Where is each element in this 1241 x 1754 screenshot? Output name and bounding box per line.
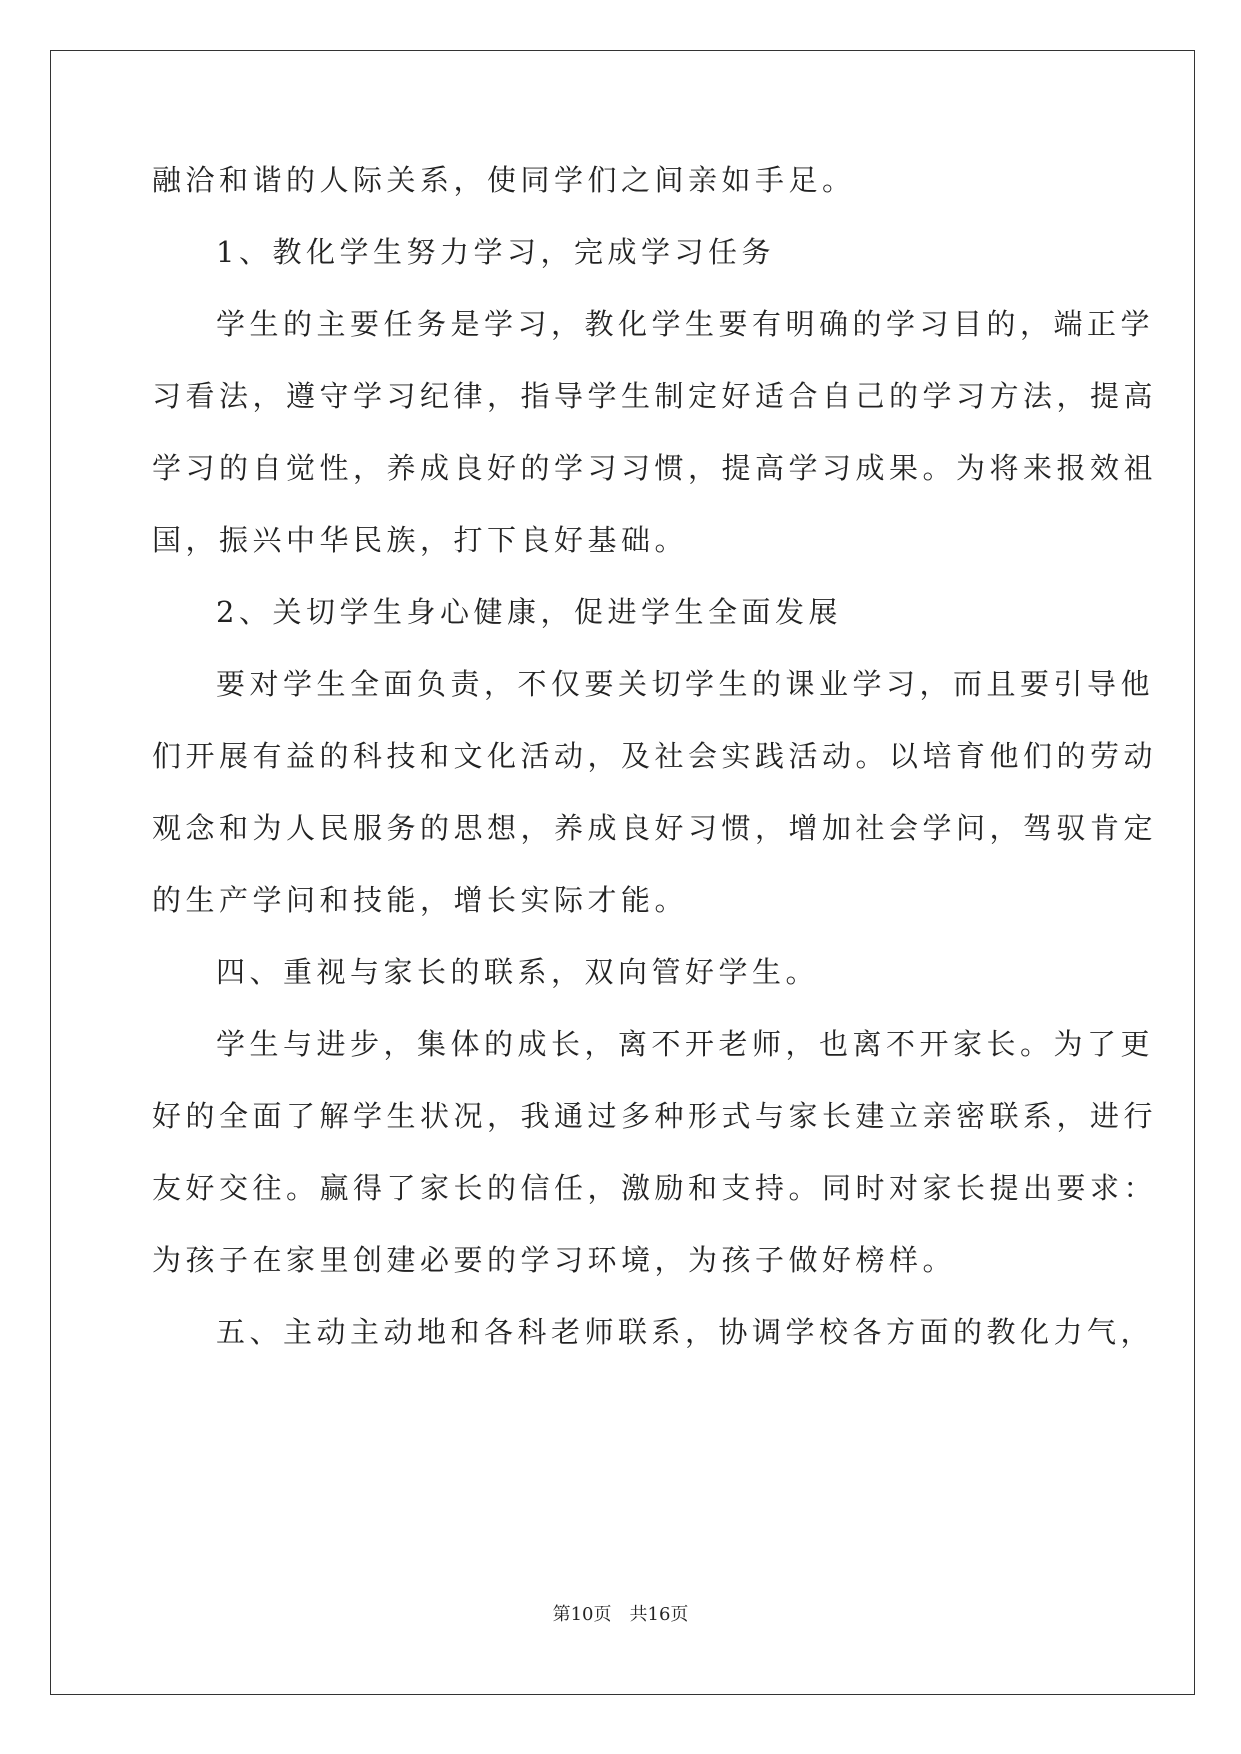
text-line: 的生产学问和技能，增长实际才能。 [152,883,689,917]
text-line: 观念和为人民服务的思想，养成良好习惯，增加社会学问，驾驭肯定 [152,811,1158,845]
section-heading: 四、重视与家长的联系，双向管好学生。 [216,955,820,989]
text-line: 为孩子在家里创建必要的学习环境，为孩子做好榜样。 [152,1243,957,1277]
text-line: 好的全面了解学生状况，我通过多种形式与家长建立亲密联系，进行 [152,1099,1158,1133]
section-heading: 2、关切学生身心健康，促进学生全面发展 [216,595,842,629]
section-heading: 1、教化学生努力学习，完成学习任务 [216,235,775,269]
text-line: 学生与进步，集体的成长，离不开老师，也离不开家长。为了更 [216,1027,1155,1061]
text-line: 学习的自觉性，养成良好的学习习惯，提高学习成果。为将来报效祖 [152,451,1158,485]
page-number: 第10页 共16页 [552,1604,689,1625]
text-line: 国，振兴中华民族，打下良好基础。 [152,523,689,557]
text-line: 习看法，遵守学习纪律，指导学生制定好适合自己的学习方法，提高 [152,379,1158,413]
text-line: 融洽和谐的人际关系，使同学们之间亲如手足。 [152,163,856,197]
text-line: 学生的主要任务是学习，教化学生要有明确的学习目的，端正学 [216,307,1155,341]
page-frame [50,50,1195,1695]
section-heading: 五、主动主动地和各科老师联系，协调学校各方面的教化力气， [216,1315,1155,1349]
text-line: 们开展有益的科技和文化活动，及社会实践活动。以培育他们的劳动 [152,739,1158,773]
text-line: 要对学生全面负责，不仅要关切学生的课业学习，而且要引导他 [216,667,1155,701]
text-line: 友好交往。赢得了家长的信任，激励和支持。同时对家长提出要求： [152,1171,1158,1205]
